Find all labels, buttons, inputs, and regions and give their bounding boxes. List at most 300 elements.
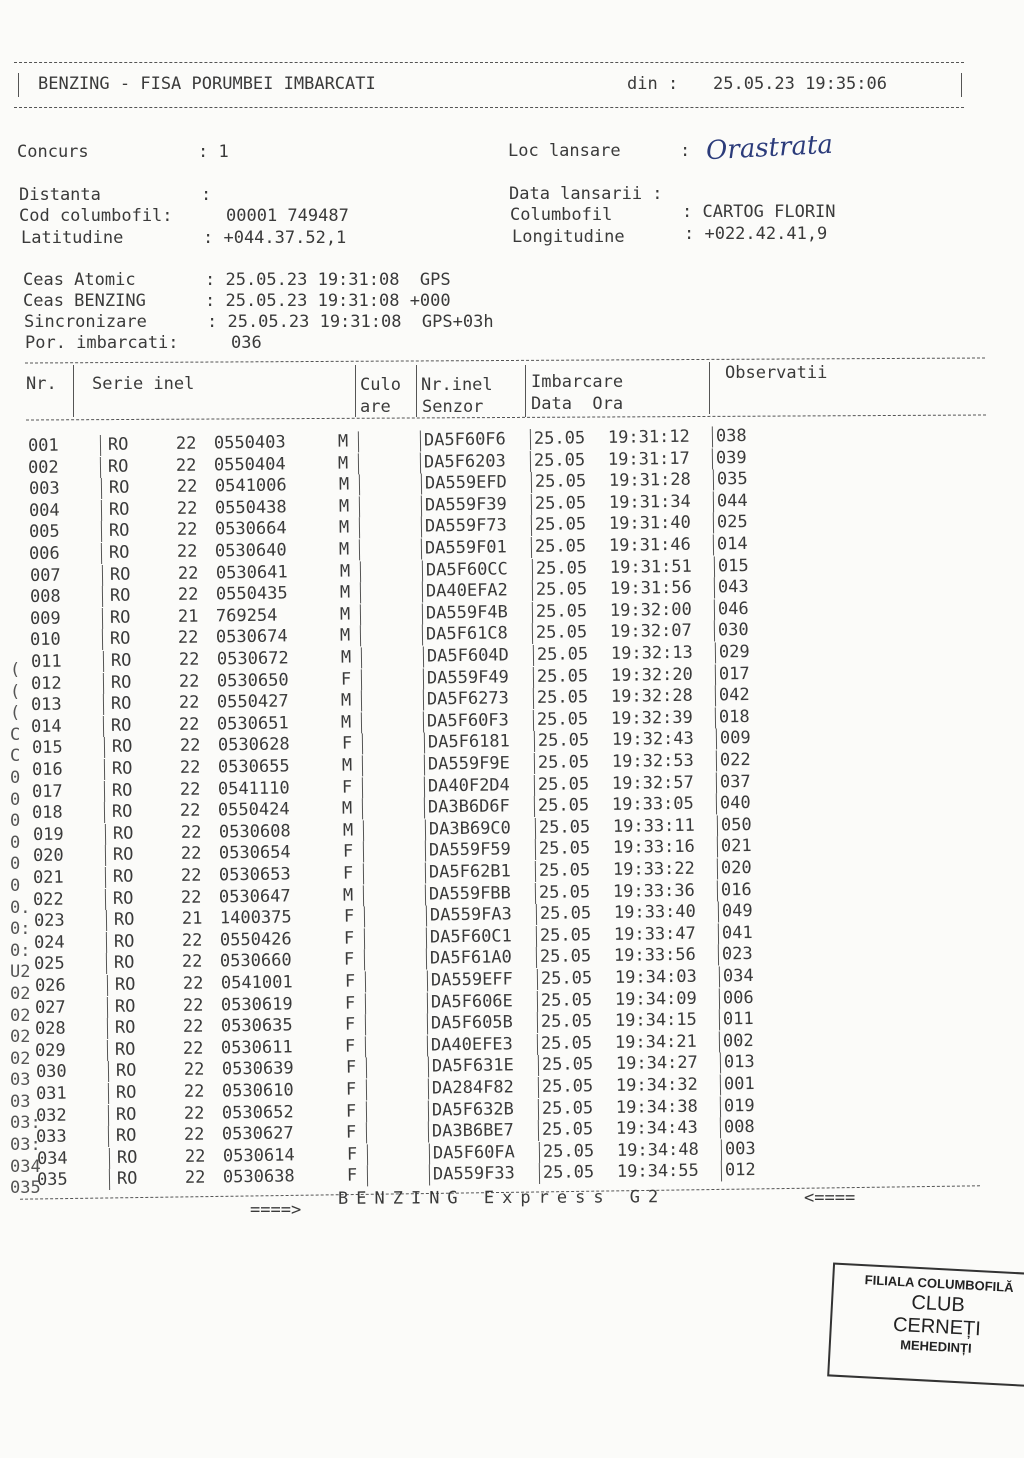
row-nr: 032	[35, 1105, 67, 1126]
row-country: RO	[114, 1017, 136, 1039]
row-time: 19:34:09	[614, 988, 697, 1010]
edge-digit: 02	[10, 1005, 31, 1026]
row-nr: 028	[34, 1018, 66, 1040]
row-sensor: DA559F9E	[427, 753, 510, 775]
row-time: 19:33:56	[614, 945, 697, 967]
row-year: 22	[183, 1081, 205, 1102]
row-nr: 002	[28, 457, 60, 478]
row-sep-sensor	[422, 625, 423, 646]
row-sep-obs	[716, 750, 717, 771]
row-sep-sex	[365, 993, 366, 1014]
row-ring-number: 0530639	[221, 1058, 294, 1080]
row-ring-number: 0530608	[218, 821, 291, 843]
row-sep-date	[536, 947, 537, 968]
row-sex: M	[338, 453, 349, 474]
row-ring-number: 769254	[215, 605, 278, 627]
row-date: 25.05	[533, 428, 586, 449]
row-sex: M	[343, 885, 354, 906]
row-sep-sensor	[429, 1165, 430, 1186]
row-sep-nr	[107, 1040, 108, 1061]
row-sep-sex	[360, 583, 361, 604]
distanta-sep: :	[201, 185, 212, 205]
row-sep-date	[535, 861, 536, 882]
report-date-value: 25.05.23 19:35:06	[713, 74, 887, 94]
row-observation: 022	[719, 749, 751, 771]
row-year: 22	[178, 692, 200, 714]
row-time: 19:31:34	[608, 491, 691, 513]
row-observation: 037	[719, 771, 751, 792]
row-nr: 006	[29, 543, 61, 564]
row-date: 25.05	[537, 730, 589, 752]
por-imbarcati-value: 036	[231, 333, 262, 353]
row-sep-nr	[106, 975, 107, 996]
row-sep-sex	[365, 1058, 366, 1079]
row-date: 25.05	[535, 601, 588, 622]
row-sensor: DA559F01	[425, 537, 508, 559]
edge-digits	[10, 660, 41, 1200]
row-observation: 014	[717, 533, 749, 555]
row-sensor: DA5F631E	[431, 1055, 514, 1077]
row-sep-sensor	[424, 798, 425, 819]
row-sep-obs	[715, 664, 716, 685]
row-nr: 025	[34, 953, 66, 975]
row-date: 25.05	[539, 903, 591, 925]
row-ring-number: 0530672	[216, 648, 289, 670]
header-left-bar	[18, 73, 19, 97]
row-observation: 034	[722, 965, 754, 987]
row-country: RO	[114, 996, 136, 1017]
row-date: 25.05	[534, 471, 586, 493]
row-country: RO	[108, 520, 130, 542]
row-sep-nr	[106, 932, 107, 953]
row-sep-sensor	[422, 582, 423, 603]
row-sep-obs	[712, 448, 713, 469]
edge-digit: 03:	[10, 1135, 41, 1156]
row-ring-number: 0530647	[219, 885, 292, 907]
row-sep-sex	[364, 907, 365, 928]
row-country: RO	[112, 844, 134, 866]
row-country: RO	[113, 888, 135, 909]
row-country: RO	[110, 672, 132, 693]
row-sep-date	[534, 818, 535, 839]
row-observation: 021	[720, 836, 752, 857]
edge-digit: 0	[10, 854, 21, 875]
row-sep-obs	[719, 988, 720, 1009]
loc-lansare-sep: :	[680, 141, 691, 161]
row-country: RO	[110, 650, 132, 671]
row-sep-nr	[108, 1126, 109, 1147]
row-year: 22	[179, 714, 200, 735]
row-sep-sensor	[421, 495, 422, 516]
row-year: 22	[177, 584, 199, 606]
row-sep-sex	[361, 734, 362, 755]
row-sensor: DA559EFD	[424, 472, 507, 494]
row-sep-date	[532, 602, 533, 623]
row-sep-sex	[359, 539, 360, 560]
row-observation: 011	[722, 1009, 754, 1030]
row-sep-date	[537, 1034, 538, 1055]
row-sep-nr	[101, 521, 102, 542]
row-sep-nr	[101, 500, 102, 521]
row-time: 19:33:11	[612, 815, 695, 837]
ceas-atomic-label: Ceas Atomic	[23, 270, 136, 290]
row-sep-sensor	[421, 539, 422, 560]
data-lansarii-label: Data lansarii :	[509, 184, 663, 204]
row-sep-sex	[360, 647, 361, 668]
row-sep-nr	[103, 673, 104, 694]
row-ring-number: 0530651	[217, 713, 290, 735]
row-country: RO	[111, 758, 133, 779]
row-sep-nr	[102, 629, 103, 650]
row-sep-obs	[716, 794, 717, 815]
row-sep-sensor	[423, 733, 424, 754]
row-sep-sex	[363, 842, 364, 863]
row-time: 19:34:38	[615, 1096, 699, 1118]
row-ring-number: 0530638	[222, 1166, 295, 1188]
row-year: 22	[183, 1038, 204, 1059]
row-year: 22	[176, 476, 198, 498]
row-year: 22	[184, 1146, 206, 1167]
row-sep-date	[534, 775, 535, 796]
row-sex: F	[344, 971, 355, 992]
row-country: RO	[113, 866, 134, 887]
row-ring-number: 0530653	[219, 864, 291, 886]
row-sep-sex	[361, 669, 362, 690]
row-sep-nr	[102, 608, 103, 629]
row-observation: 002	[723, 1030, 755, 1052]
row-country: RO	[114, 952, 135, 974]
edge-digit: 0.	[10, 897, 31, 918]
row-nr: 026	[34, 975, 66, 996]
row-sex: M	[338, 496, 350, 517]
row-date: 25.05	[540, 989, 593, 1011]
ceas-benzing-label: Ceas BENZING	[23, 291, 146, 311]
row-sep-sex	[362, 755, 363, 776]
row-sensor: DA5F606E	[430, 990, 513, 1013]
edge-digit: 02	[10, 1048, 31, 1069]
row-date: 25.05	[538, 838, 591, 860]
row-ring-number: 0530610	[221, 1080, 294, 1102]
row-year: 22	[175, 433, 197, 454]
row-year: 22	[179, 757, 201, 778]
edge-digit: 034	[10, 1156, 41, 1177]
row-time: 19:34:03	[614, 966, 697, 988]
row-sensor: DA5F60F6	[423, 429, 506, 451]
row-nr: 015	[31, 737, 63, 759]
row-nr: 008	[29, 586, 61, 608]
row-date: 25.05	[538, 860, 591, 881]
header-right-bar	[961, 73, 962, 97]
row-sep-obs	[717, 858, 718, 879]
row-time: 19:32:20	[610, 664, 693, 686]
row-country: RO	[108, 499, 130, 520]
row-sep-obs	[719, 1053, 720, 1074]
row-sep-obs	[718, 945, 719, 966]
row-nr: 031	[35, 1083, 67, 1104]
row-sep-sensor	[423, 668, 424, 689]
vrule-nrinel-header	[416, 365, 417, 417]
row-sep-obs	[712, 426, 713, 447]
row-sep-date	[533, 667, 534, 688]
row-sex: F	[341, 777, 353, 798]
row-time: 19:31:40	[608, 513, 691, 535]
row-ring-number: 0530640	[215, 540, 288, 562]
row-year: 22	[182, 973, 204, 994]
row-observation: 012	[724, 1160, 756, 1181]
row-sep-obs	[720, 1139, 721, 1160]
row-sex: M	[339, 604, 351, 625]
row-sensor: DA559F33	[432, 1163, 515, 1185]
row-sex: M	[340, 625, 351, 647]
row-sep-obs	[718, 966, 719, 987]
row-observation: 018	[719, 706, 751, 728]
ceas-benzing-value: : 25.05.23 19:31:08 +000	[205, 291, 451, 311]
row-sep-nr	[104, 759, 105, 780]
row-sex: M	[339, 561, 350, 582]
row-date: 25.05	[538, 817, 590, 838]
sincronizare-label: Sincronizare	[24, 312, 147, 332]
row-sex: M	[339, 539, 350, 560]
loc-lansare-handwritten: Orastrata	[705, 129, 834, 167]
edge-digit: 02	[10, 1027, 31, 1048]
row-date: 25.05	[535, 557, 587, 579]
row-sep-date	[530, 429, 531, 450]
por-imbarcati-label: Por. imbarcati:	[25, 333, 179, 353]
row-sep-nr	[105, 824, 106, 845]
col-imbarcare-1: Imbarcare	[531, 372, 624, 392]
row-time: 19:32:53	[611, 750, 694, 772]
row-observation: 016	[721, 879, 753, 900]
row-nr: 027	[34, 997, 66, 1018]
row-observation: 050	[720, 814, 752, 836]
row-date: 25.05	[539, 881, 591, 903]
row-observation: 013	[723, 1052, 755, 1073]
row-sep-sex	[364, 971, 365, 992]
row-sep-date	[532, 580, 533, 601]
row-time: 19:32:13	[610, 642, 693, 664]
row-sep-obs	[719, 1031, 720, 1052]
row-sep-obs	[718, 902, 719, 923]
row-country: RO	[116, 1125, 137, 1147]
row-date: 25.05	[542, 1162, 595, 1184]
row-sep-sensor	[428, 1079, 429, 1100]
row-observation: 009	[719, 728, 751, 749]
row-observation: 029	[718, 641, 750, 663]
row-country: RO	[115, 1104, 137, 1125]
row-sex: M	[338, 517, 350, 539]
row-sep-sex	[366, 1079, 367, 1100]
row-sep-date	[536, 904, 537, 925]
row-sep-date	[532, 623, 533, 644]
row-ring-number: 0530614	[222, 1145, 295, 1167]
row-country: RO	[111, 715, 132, 736]
row-date: 25.05	[540, 968, 592, 989]
row-observation: 040	[720, 793, 752, 814]
row-ring-number: 0550427	[216, 691, 289, 713]
row-sep-sensor	[421, 517, 422, 538]
row-sep-date	[538, 1099, 539, 1120]
row-sensor: DA3B6D6F	[428, 796, 511, 818]
row-sep-sensor	[427, 1057, 428, 1078]
row-country: RO	[109, 607, 131, 628]
row-nr: 030	[35, 1061, 67, 1083]
row-country: RO	[114, 974, 136, 995]
row-sep-sex	[360, 604, 361, 625]
row-time: 19:33:16	[612, 837, 695, 859]
row-sensor: DA5F6203	[424, 450, 507, 473]
row-date: 25.05	[541, 1076, 594, 1097]
row-sensor: DA5F6181	[427, 731, 510, 753]
row-sep-sensor	[423, 690, 424, 711]
col-observatii: Observatii	[725, 363, 828, 383]
row-sep-obs	[714, 621, 715, 642]
row-nr: 017	[32, 781, 64, 802]
row-sensor: DA559F73	[424, 515, 508, 537]
edge-digit: 035	[10, 1178, 41, 1199]
row-observation: 049	[721, 901, 753, 922]
row-year: 22	[179, 779, 201, 800]
row-observation: 041	[721, 922, 753, 944]
row-nr: 019	[32, 824, 64, 845]
row-year: 21	[177, 606, 199, 627]
row-sep-obs	[713, 491, 714, 512]
row-ring-number: 0541110	[217, 777, 290, 799]
edge-digit: 0	[10, 767, 21, 788]
row-sep-sex	[362, 777, 363, 798]
row-sex: M	[340, 690, 352, 711]
row-sep-sensor	[428, 1100, 429, 1121]
row-sep-sex	[363, 863, 364, 884]
row-sex: F	[345, 1101, 357, 1122]
row-ring-number: 0530655	[217, 756, 290, 778]
row-date: 25.05	[540, 946, 592, 968]
row-sensor: DA5F62B1	[429, 861, 512, 883]
row-nr: 033	[36, 1126, 68, 1148]
row-year: 22	[181, 930, 203, 951]
row-year: 22	[182, 1016, 204, 1038]
row-time: 19:34:43	[616, 1117, 699, 1140]
row-sep-obs	[713, 534, 714, 555]
row-sep-date	[538, 1142, 539, 1163]
row-sep-nr	[105, 845, 106, 866]
row-sensor: DA559FA3	[429, 904, 512, 926]
row-country: RO	[108, 477, 130, 499]
row-sep-sensor	[424, 755, 425, 776]
row-sex: M	[341, 712, 352, 733]
row-year: 22	[177, 563, 199, 584]
row-year: 22	[184, 1124, 205, 1146]
row-year: 22	[178, 671, 200, 692]
col-culoare-1: Culo	[360, 375, 401, 395]
row-sex: M	[342, 820, 354, 841]
row-sep-obs	[717, 880, 718, 901]
row-sensor: DA5F60FA	[432, 1142, 515, 1164]
row-date: 25.05	[541, 1033, 593, 1054]
row-sep-nr	[100, 435, 101, 456]
row-sep-sex	[360, 626, 361, 647]
row-ring-number: 0530611	[221, 1037, 294, 1059]
row-sex: F	[344, 949, 355, 971]
row-time: 19:32:57	[611, 772, 695, 794]
row-year: 22	[180, 844, 202, 865]
edge-digit: 03	[10, 1070, 31, 1091]
row-year: 22	[180, 800, 202, 822]
row-sep-sensor	[427, 992, 428, 1013]
row-sep-sex	[366, 1144, 367, 1165]
row-sep-obs	[715, 707, 716, 728]
row-country: RO	[115, 1039, 136, 1060]
row-time: 19:34:21	[615, 1031, 698, 1053]
row-time: 19:31:56	[609, 577, 692, 600]
row-observation: 006	[722, 987, 754, 1008]
footer-right-arrow: <====	[804, 1188, 856, 1208]
row-date: 25.05	[542, 1119, 594, 1141]
row-sep-sensor	[426, 906, 427, 927]
row-sep-sex	[358, 431, 359, 452]
row-sep-sensor	[428, 1122, 429, 1143]
row-sep-date	[538, 1120, 539, 1141]
row-date: 25.05	[541, 1054, 593, 1076]
row-sep-date	[532, 645, 533, 666]
edge-digit: U2	[10, 962, 31, 983]
row-sep-sex	[365, 1015, 366, 1036]
concurs-label: Concurs	[17, 142, 89, 162]
footer-brand: BENZING Express G2	[337, 1187, 667, 1209]
row-sep-nr	[108, 1083, 109, 1104]
row-sep-date	[530, 472, 531, 493]
row-date: 25.05	[540, 1011, 593, 1033]
row-country: RO	[112, 823, 134, 844]
stamp-line1: FILIALA COLUMBOFILĂ	[864, 1272, 1014, 1295]
row-sep-date	[535, 839, 536, 860]
row-year: 22	[183, 1060, 205, 1081]
row-country: RO	[112, 780, 133, 801]
row-time: 19:32:07	[610, 621, 693, 643]
row-sep-sex	[362, 820, 363, 841]
row-year: 22	[181, 865, 202, 886]
row-sep-sex	[367, 1166, 368, 1187]
edge-digit: 0:	[10, 940, 31, 961]
row-sep-obs	[720, 1074, 721, 1095]
row-date: 25.05	[534, 449, 586, 471]
row-sep-nr	[103, 716, 104, 737]
row-sep-date	[537, 1012, 538, 1033]
row-country: RO	[113, 931, 135, 952]
row-sensor: DA284F82	[431, 1077, 514, 1099]
row-time: 19:33:36	[613, 880, 696, 902]
row-sep-nr	[102, 586, 103, 607]
row-sep-sensor	[422, 603, 423, 624]
row-country: RO	[108, 456, 129, 477]
row-ring-number: 0530619	[220, 993, 293, 1015]
row-observation: 003	[724, 1138, 756, 1160]
row-sep-obs	[715, 729, 716, 750]
row-sep-sensor	[420, 474, 421, 495]
row-sep-sensor	[420, 452, 421, 473]
row-sep-date	[533, 688, 534, 709]
row-sep-date	[539, 1163, 540, 1184]
col-nr: Nr.	[26, 374, 57, 394]
row-sep-sex	[366, 1123, 367, 1144]
row-sep-nr	[107, 997, 108, 1018]
row-sep-nr	[109, 1169, 110, 1190]
row-sensor: DA5F60CC	[425, 558, 508, 581]
row-year: 22	[177, 541, 198, 562]
col-nrinel-1: Nr.inel	[421, 375, 493, 395]
row-observation: 020	[720, 857, 752, 879]
row-date: 25.05	[535, 579, 588, 601]
row-nr: 009	[29, 608, 61, 629]
